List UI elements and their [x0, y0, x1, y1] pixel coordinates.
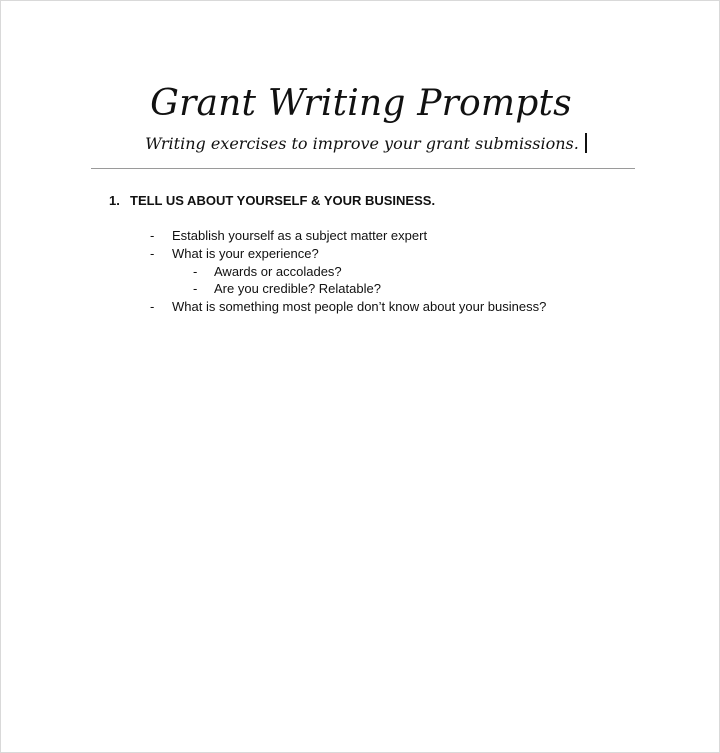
- bullet-dash: -: [150, 245, 155, 261]
- list-item-text: Are you credible? Relatable?: [214, 281, 381, 297]
- list-item-nested: [1, 263, 720, 281]
- list-item-text: Establish yourself as a subject matter expert: [172, 228, 428, 243]
- section-number: 1.: [109, 193, 120, 208]
- list-item: [1, 227, 720, 245]
- list-item-text: Awards or accolades?: [214, 263, 342, 279]
- document-subtitle: [1, 133, 720, 153]
- list-item-nested: [1, 280, 720, 298]
- text-cursor[interactable]: [585, 133, 587, 153]
- document-title: Grant Writing Prompts: [150, 83, 572, 124]
- subtitle-text: Writing exercises to improve your grant submissions.: [145, 134, 579, 153]
- list-item-text: What is something most people don’t know about your business?: [172, 299, 547, 315]
- bullet-dash: -: [193, 281, 198, 297]
- bullet-dash: -: [150, 299, 155, 315]
- list-item: [1, 298, 720, 316]
- section-heading: [109, 193, 435, 208]
- bullet-dash: -: [193, 263, 198, 279]
- bullet-dash: -: [150, 228, 155, 243]
- list-item-text: What is your experience?: [172, 245, 319, 261]
- bullet-list: [1, 227, 720, 316]
- horizontal-rule: [91, 168, 635, 169]
- section-title: TELL US ABOUT YOURSELF & YOUR BUSINESS.: [130, 193, 436, 208]
- list-item: [1, 245, 720, 263]
